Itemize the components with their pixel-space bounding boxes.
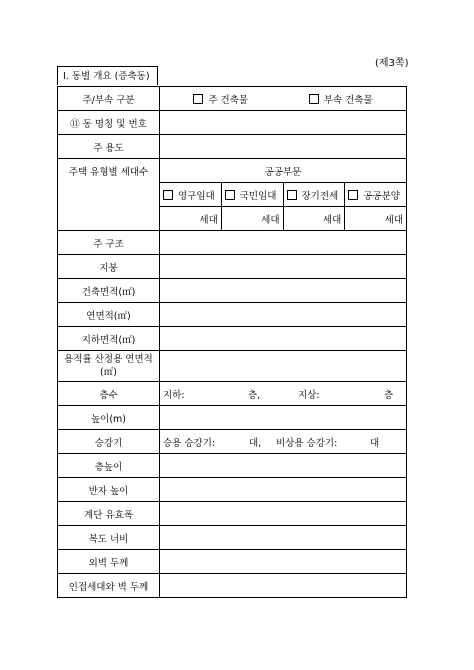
main-use-field[interactable] [160, 135, 407, 159]
floors-label: 층수 [58, 382, 160, 406]
stair-width-field[interactable] [160, 502, 407, 526]
row-building-area [58, 279, 407, 303]
building-name-label: ⑪ 동 명칭 및 번호 [58, 111, 160, 135]
type-national-rental[interactable]: 국민임대 [221, 183, 283, 207]
basement-floors-label: 지하: [163, 389, 185, 401]
row-stair-width [58, 502, 407, 526]
floors-field[interactable] [160, 382, 407, 406]
checkbox-icon[interactable] [163, 190, 173, 200]
corridor-width-label: 복도 너비 [58, 526, 160, 550]
floors-unit: 층, [248, 389, 261, 401]
row-floor-height [58, 454, 407, 478]
main-sub-label: 주/부속 구분 [58, 87, 160, 111]
stair-width-label: 계단 유효폭 [58, 502, 160, 526]
party-wall-field[interactable] [160, 574, 407, 598]
row-ceiling-height [58, 478, 407, 502]
far-area-label: 용적률 산정용 연면적(㎡) [58, 351, 160, 382]
basement-area-label: 지하면적(㎡) [58, 327, 160, 351]
main-use-label: 주 용도 [58, 135, 160, 159]
structure-label: 주 구조 [58, 231, 160, 255]
row-main-sub [58, 87, 407, 111]
row-main-use [58, 135, 407, 159]
corridor-width-field[interactable] [160, 526, 407, 550]
elevator-unit: 대 [370, 437, 380, 449]
elevators-field[interactable] [160, 430, 407, 454]
roof-field[interactable] [160, 255, 407, 279]
building-overview-form [57, 86, 407, 598]
exterior-wall-label: 외벽 두께 [58, 550, 160, 574]
checkbox-icon[interactable] [287, 190, 297, 200]
ceiling-height-label: 반자 높이 [58, 478, 160, 502]
basement-area-field[interactable] [160, 327, 407, 351]
checkbox-icon[interactable] [225, 190, 235, 200]
row-corridor-width [58, 526, 407, 550]
floor-height-label: 층높이 [58, 454, 160, 478]
households-label: 주택 유형별 세대수 [58, 159, 160, 231]
row-building-name [58, 111, 407, 135]
height-label: 높이(m) [58, 406, 160, 430]
section-title: I. 동별 개요 (증축동) [57, 66, 158, 85]
building-area-field[interactable] [160, 279, 407, 303]
row-basement-area [58, 327, 407, 351]
row-total-floor-area [58, 303, 407, 327]
household-count-field[interactable]: 세대 [345, 207, 407, 231]
building-area-label: 건축면적(㎡) [58, 279, 160, 303]
row-structure [58, 231, 407, 255]
row-exterior-wall [58, 550, 407, 574]
total-floor-area-field[interactable] [160, 303, 407, 327]
ceiling-height-field[interactable] [160, 478, 407, 502]
type-permanent-rental[interactable]: 영구임대 [160, 183, 222, 207]
floor-height-field[interactable] [160, 454, 407, 478]
checkbox-icon[interactable] [193, 94, 203, 104]
row-party-wall [58, 574, 407, 598]
passenger-elevator-label: 승용 승강기: [163, 437, 216, 449]
public-sector-header: 공공부문 [160, 159, 407, 183]
sub-building-option[interactable]: 부속 건축물 [309, 92, 373, 106]
elevator-unit: 대, [249, 437, 262, 449]
checkbox-icon[interactable] [348, 190, 358, 200]
far-area-field[interactable] [160, 351, 407, 382]
row-roof [58, 255, 407, 279]
building-name-field[interactable] [160, 111, 407, 135]
row-floors [58, 382, 407, 406]
total-floor-area-label: 연면적(㎡) [58, 303, 160, 327]
household-count-field[interactable]: 세대 [160, 207, 222, 231]
roof-label: 지붕 [58, 255, 160, 279]
household-count-field[interactable]: 세대 [221, 207, 283, 231]
party-wall-label: 인접세대와 벽 두께 [58, 574, 160, 598]
row-households [58, 159, 407, 183]
above-ground-floors-label: 지상: [298, 389, 320, 401]
row-height [58, 406, 407, 430]
exterior-wall-field[interactable] [160, 550, 407, 574]
checkbox-icon[interactable] [309, 94, 319, 104]
page-number: (제3쪽) [375, 58, 409, 69]
household-count-field[interactable]: 세대 [283, 207, 345, 231]
elevators-label: 승강기 [58, 430, 160, 454]
row-elevators [58, 430, 407, 454]
type-public-sale[interactable]: 공공분양 [345, 183, 407, 207]
main-building-option[interactable]: 주 건축물 [193, 92, 248, 106]
emergency-elevator-label: 비상용 승강기: [276, 437, 338, 449]
type-long-term-jeonse[interactable]: 장기전세 [283, 183, 345, 207]
floors-unit: 층 [384, 389, 394, 401]
height-field[interactable] [160, 406, 407, 430]
structure-field[interactable] [160, 231, 407, 255]
row-far-area [58, 351, 407, 382]
